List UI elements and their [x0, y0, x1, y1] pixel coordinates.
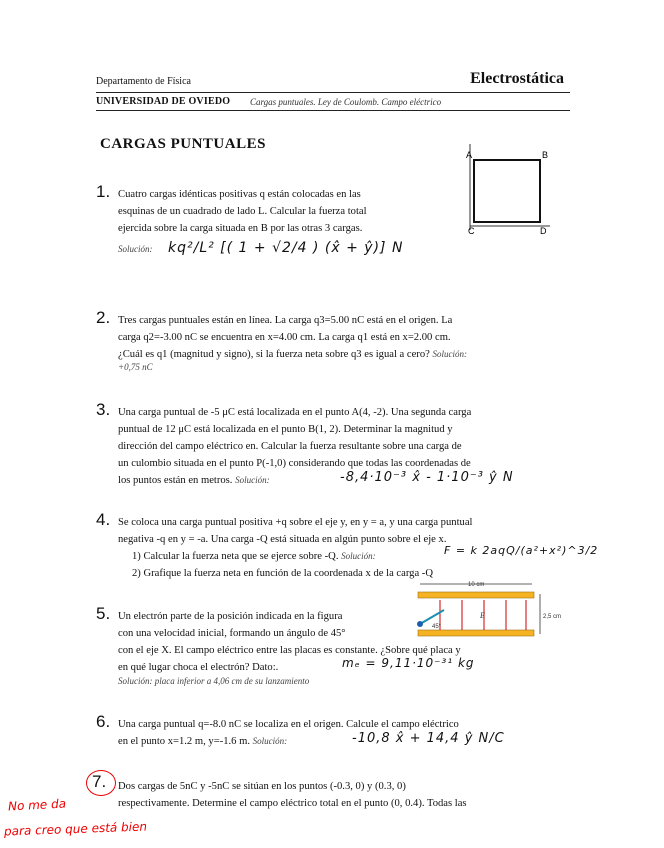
corner-d-label: D — [540, 226, 547, 236]
university-label: UNIVERSIDAD DE OVIEDO — [96, 96, 231, 107]
problem-7-line: Dos cargas de 5nC y -5nC se sitúan en los puntos (-0.3, 0) y (0.3, 0) — [118, 781, 406, 792]
problem-6-number: 6. — [96, 712, 111, 731]
problem-1-text — [118, 186, 464, 237]
problem-2-text — [118, 312, 570, 363]
problem-5-handwritten-answer: mₑ = 9,11·10⁻³¹ kg — [342, 656, 475, 670]
problem-6-line: en el punto x=1.2 m, y=-1.6 m. Solución: — [118, 736, 288, 747]
angle-label: 45° — [432, 624, 442, 630]
header-rule-bottom — [96, 110, 570, 111]
annotation-line-1: No me da — [7, 796, 67, 814]
problem-2-solution-value: +0,75 nC — [118, 362, 153, 372]
problem-2-number: 2. — [96, 308, 111, 327]
problem-5-line: con el eje X. El campo eléctrico entre las placas es constante. ¿Sobre qué placa y — [118, 645, 461, 656]
corner-a-label: A — [466, 150, 473, 160]
problem-2-line: Tres cargas puntuales están en línea. La carga q3=5.00 nC está en el origen. La — [118, 315, 453, 326]
problem-4-line: 1) Calcular la fuerza neta que se ejerce sobre -Q. Solución: — [132, 551, 376, 562]
problem-5-line: en qué lugar choca el electrón? Dato:. — [118, 662, 279, 673]
problem-6-line: Una carga puntual q=-8.0 nC se localiza en el origen. Calcule el campo eléctrico — [118, 719, 459, 730]
problem-5-line: con una velocidad inicial, formando un ángulo de 45° — [118, 628, 346, 639]
problem-5-number: 5. — [96, 604, 111, 623]
problem-1-line: ejercida sobre la carga situada en B por las otras 3 cargas. — [118, 223, 363, 234]
problem-6-solution-label: Solución: — [252, 736, 288, 746]
problem-7-text — [118, 778, 570, 812]
problem-2-solution-label: Solución: — [432, 349, 467, 359]
topic-title: Electrostática — [470, 70, 564, 87]
header-subtitle: Cargas puntuales. Ley de Coulomb. Campo eléctrico — [250, 97, 442, 107]
problem-5-line: Un electrón parte de la posición indicada en la figura — [118, 611, 343, 622]
top-plate — [418, 592, 534, 598]
corner-b-label: B — [542, 150, 549, 160]
problem-4-handwritten-answer: F = k 2aqQ/(a²+x²)^3/2 — [444, 544, 599, 557]
problem-3-handwritten-answer: -8,4·10⁻³ x̂ - 1·10⁻³ ŷ N — [340, 470, 514, 485]
problem-4-line: negativa -q en y = -a. Una carga -Q está situada en algún punto sobre el eje x. — [118, 534, 447, 545]
problem-7-number: 7. — [92, 772, 107, 791]
problem-1-solution-label: Solución: — [118, 244, 153, 254]
problem-3-line: dirección del campo eléctrico en. Calcular la fuerza resultante sobre una carga de — [118, 441, 462, 452]
problem-3-number: 3. — [96, 400, 111, 419]
height-label: 2,5 cm — [543, 614, 562, 620]
field-label: E — [480, 611, 485, 620]
width-label: 10 cm — [468, 582, 485, 588]
corner-c-label: C — [468, 226, 475, 236]
section-title: CARGAS PUNTUALES — [100, 136, 266, 152]
department-label: Departamento de Física — [96, 76, 191, 87]
problem-2-line: ¿Cuál es q1 (magnitud y signo), si la fuerza neta sobre q3 es igual a cero? Solución: — [118, 349, 467, 360]
problem-3-line: Una carga puntual de -5 μC está localizada en el punto A(4, -2). Una segunda carga — [118, 407, 472, 418]
problem-1-line: Cuatro cargas idénticas positivas q están colocadas en las — [118, 189, 361, 200]
problem-4-line: 2) Grafique la fuerza neta en función de la coordenada x de la carga -Q — [132, 568, 433, 579]
problem-7-line: respectivamente. Determine el campo eléctrico total en el punto (0, 0.4). Todas las — [118, 798, 467, 809]
problem-3-line: un culombio situada en el punto P(-1,0) considerando que todas las coordenadas de — [118, 458, 471, 469]
problem-3-line: puntual de 12 μC está localizada en el punto B(1, 2). Determinar la magnitud y — [118, 424, 453, 435]
square-shape — [474, 160, 540, 222]
problem-2-line: carga q2=-3.00 nC se encuentra en x=4.00 cm. La carga q1 está en x=2.00 cm. — [118, 332, 451, 343]
square-figure — [462, 142, 552, 237]
problem-4-line: Se coloca una carga puntual positiva +q sobre el eje y, en y = a, y una carga puntual — [118, 517, 473, 528]
problem-6-handwritten-answer: -10,8 x̂ + 14,4 ŷ N/C — [352, 731, 505, 746]
header-rule-top — [96, 92, 570, 93]
problem-4-solution-label: Solución: — [341, 551, 376, 561]
problem-3-line: los puntos están en metros. Solución: — [118, 475, 270, 486]
problem-4-number: 4. — [96, 510, 111, 529]
annotation-line-2: para creo que está bien — [3, 819, 148, 839]
problem-1-number: 1. — [96, 182, 111, 201]
problem-5-solution-note: Solución: placa inferior a 4,06 cm de su lanzamiento — [118, 676, 310, 686]
problem-1-line: esquinas de un cuadrado de lado L. Calcular la fuerza total — [118, 206, 367, 217]
problem-1-handwritten-answer: kq²/L² [( 1 + √2/4 ) (x̂ + ŷ)] N — [168, 240, 404, 256]
problem-3-solution-label: Solución: — [235, 475, 270, 485]
